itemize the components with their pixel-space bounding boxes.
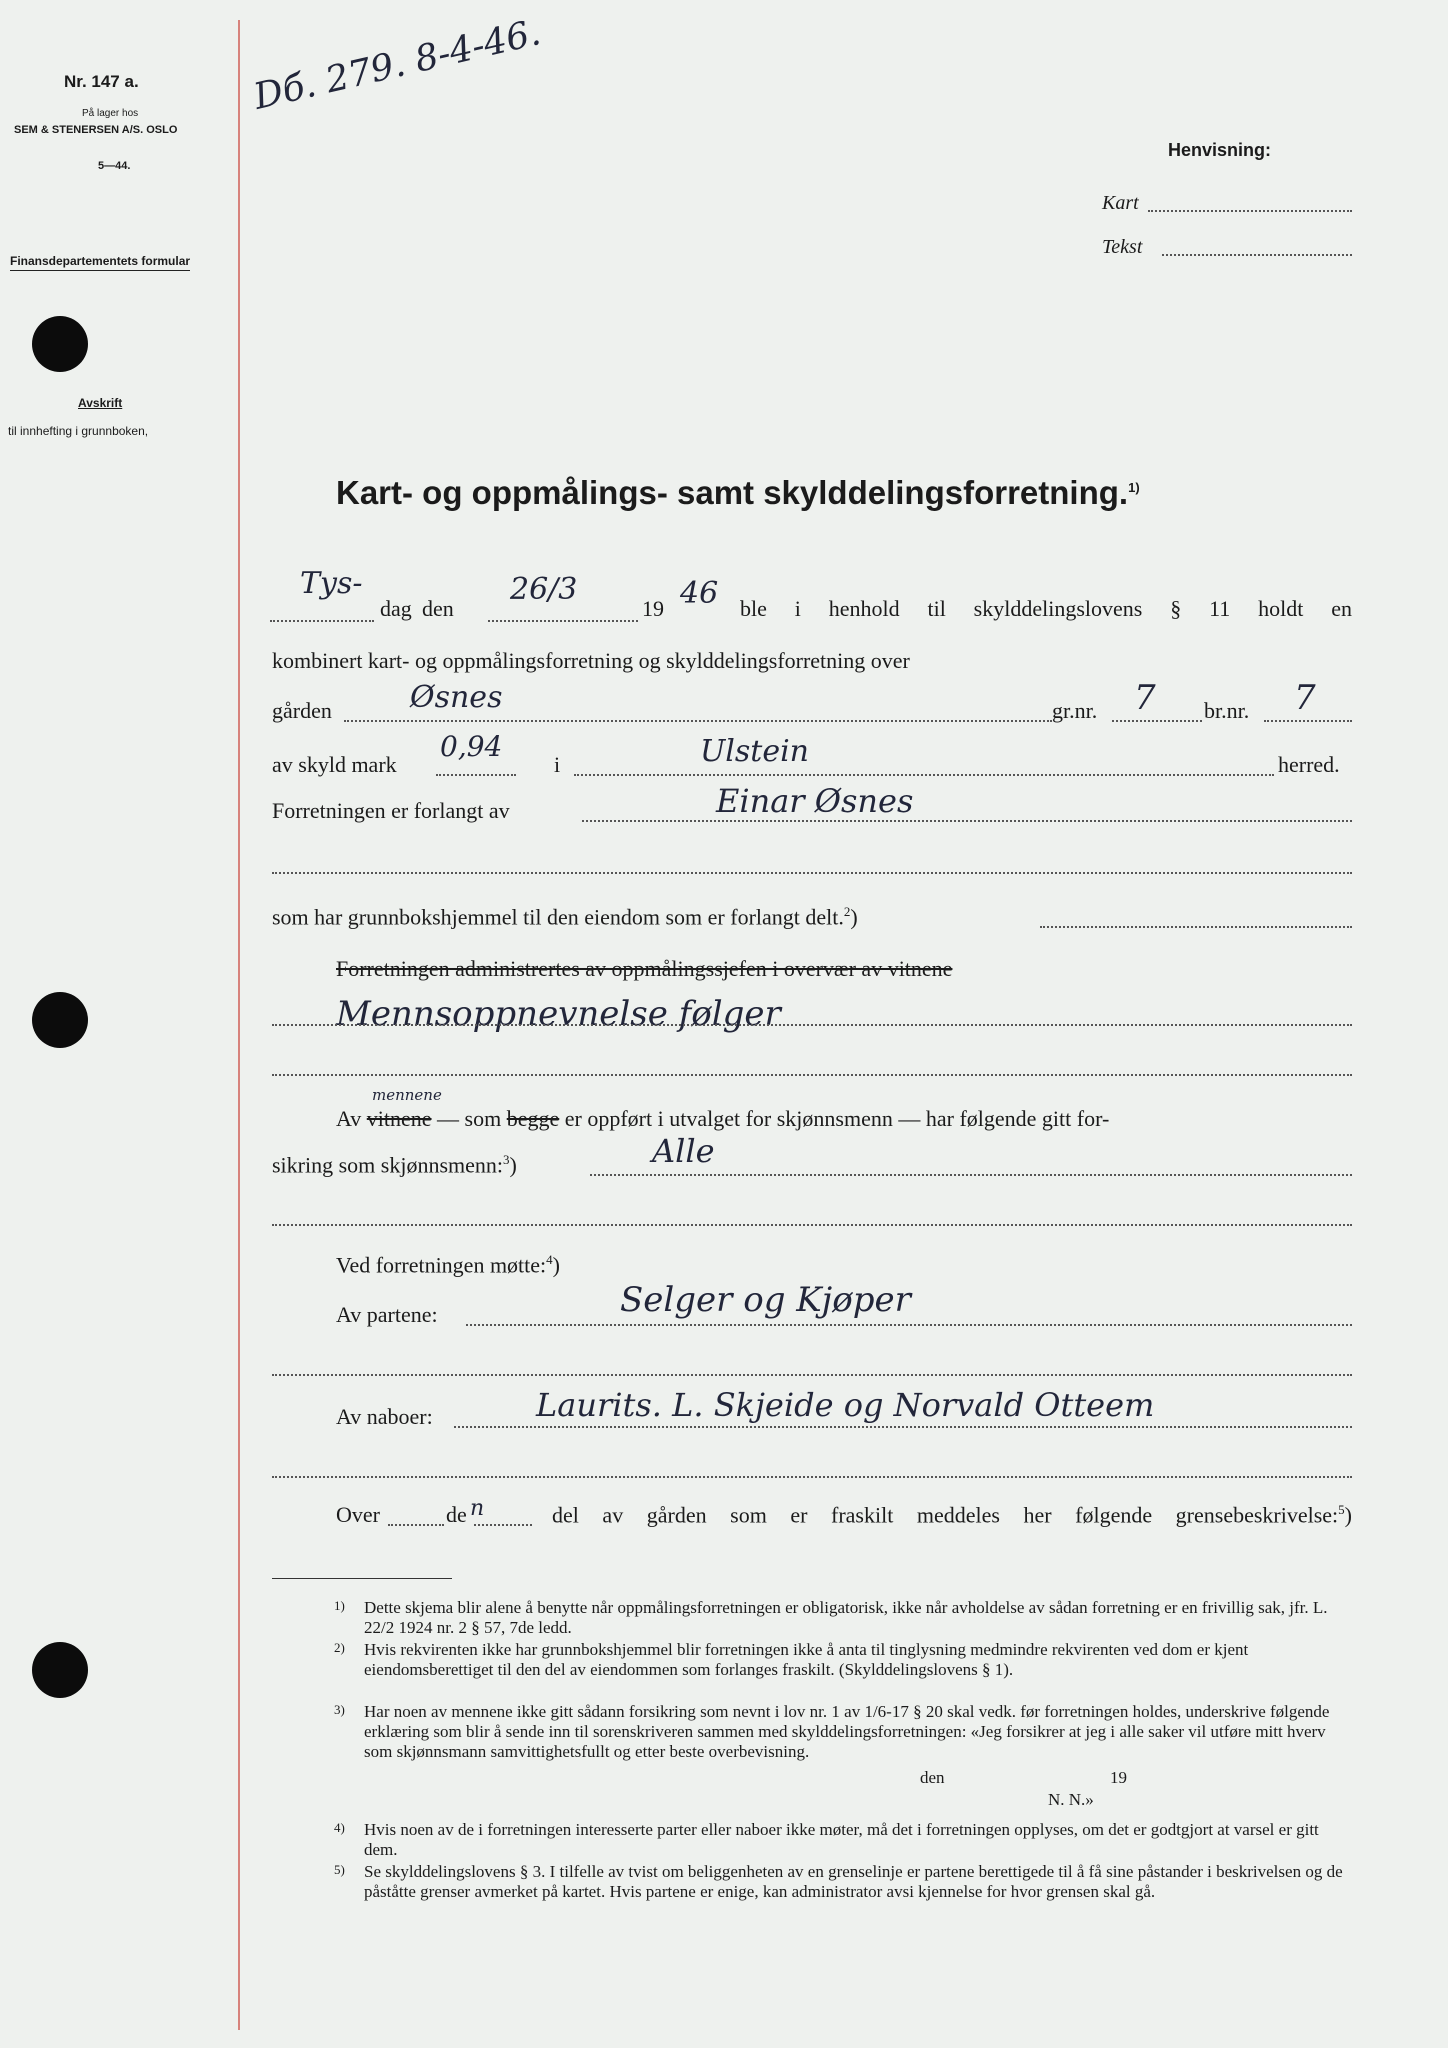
copy-note: til innhefting i grunnboken, <box>8 424 149 438</box>
dotted-line <box>590 1174 1352 1176</box>
footnote-3-signature: N. N.» <box>1048 1790 1094 1809</box>
footnote-5: Se skylddelingslovens § 3. I tilfelle av tvist om beliggenheten av en grenselinje er partene berettigede til å få sine påstander i beskrivelsen og de påståtte grenser avmerket på kartet. Hvis partene er enige, kan administrator avsi kjennelse for hvor grensen skal gå. <box>364 1862 1343 1901</box>
parties-handwritten: Selger og Kjøper <box>620 1280 911 1320</box>
punch-hole <box>32 1642 88 1698</box>
dotted-line <box>272 1224 1352 1226</box>
witness-line-1 <box>336 1106 1109 1132</box>
intro-line-1: ble i henhold til skylddelingslovens § 11 holdt en <box>740 596 1352 621</box>
document-title <box>336 474 1140 512</box>
neighbours-label: Av naboer: <box>336 1404 433 1429</box>
dotted-line <box>1040 926 1352 928</box>
boundary-text-body: del av gården som er fraskilt meddeles her følgende grensebeskrivelse: <box>552 1502 1339 1528</box>
attended-note: 4 <box>546 1252 553 1267</box>
witness-line-2 <box>272 1152 517 1178</box>
dotted-line <box>344 720 1052 722</box>
footnote-1: Dette skjema blir alene å benytte når oppmålingsforretningen er obligatorisk, ikke når avholdelse av sådan forretning er en frivillig sak, jfr. L. 22/2 1924 nr. 2 § 57, 7de ledd. <box>364 1598 1328 1637</box>
dotted-line <box>270 620 374 622</box>
publisher-note: På lager hos <box>82 108 139 119</box>
parties-label: Av partene: <box>336 1302 438 1327</box>
witness-line-2-text: sikring som skjønnsmenn: <box>272 1152 504 1178</box>
weekday-handwritten: Tys- <box>300 566 363 601</box>
publisher: SEM & STENERSEN A/S. OSLO <box>14 124 178 136</box>
reference-heading: Henvisning: <box>1168 140 1272 160</box>
holder-text: som har grunnbokshjemmel til den eiendom som er forlangt delt. <box>272 904 844 930</box>
witness-paren: ) <box>509 1152 517 1178</box>
footnote-4: Hvis noen av de i forretningen interesserte parter eller naboer ikke møter, må det i forretningen opplyses, om det er godtgjort at varsel er gitt dem. <box>364 1820 1319 1859</box>
year-handwritten: 46 <box>680 576 719 611</box>
title-text: Kart- og oppmålings- samt skylddelingsforretning. <box>336 474 1129 511</box>
dotted-line <box>1112 720 1202 722</box>
av-text: Av <box>336 1106 362 1131</box>
farm-name: Øsnes <box>410 680 503 715</box>
tax-value: 0,94 <box>440 730 503 763</box>
dotted-line <box>1264 720 1352 722</box>
footnote-marker: 3) <box>334 1702 345 1717</box>
title-holder-text <box>272 904 858 930</box>
day-label: dag <box>380 596 412 621</box>
assessors-handwritten: Alle <box>652 1132 715 1170</box>
boundary-note: 5 <box>1338 1502 1345 1517</box>
gnr-label: gr.nr. <box>1052 698 1098 723</box>
footnote-marker: 1) <box>334 1598 345 1613</box>
dotted-line <box>272 1476 1352 1478</box>
dotted-line <box>272 872 1352 874</box>
holder-note: 2 <box>843 904 851 919</box>
neighbours-handwritten: Laurits. L. Skjeide og Norvald Otteem <box>536 1386 1155 1424</box>
dotted-line <box>582 820 1352 822</box>
registration-note: Dб. 279. 8-4-46. <box>250 12 545 118</box>
footnote-marker: 5) <box>334 1862 345 1877</box>
holder-paren: ) <box>850 904 858 930</box>
dotted-line <box>1162 254 1352 256</box>
de-label: de <box>446 1502 467 1527</box>
dash-som-text: — som <box>437 1106 502 1131</box>
witness-note: 3 <box>503 1152 510 1167</box>
appointment-note: Mennsoppnevnelse følger <box>336 994 781 1034</box>
red-margin-line <box>238 20 240 2030</box>
requested-by-label: Forretningen er forlangt av <box>272 798 510 823</box>
municipality-name: Ulstein <box>700 734 809 769</box>
over-label: Over <box>336 1502 380 1527</box>
footnote-3-den: den <box>920 1768 945 1787</box>
footnote-marker: 4) <box>334 1820 345 1835</box>
attended-paren: ) <box>552 1252 560 1278</box>
punch-hole <box>32 992 88 1048</box>
footnote-marker: 2) <box>334 1640 345 1655</box>
bnr-label: br.nr. <box>1204 698 1250 723</box>
inserted-word: mennene <box>372 1086 442 1104</box>
dotted-line <box>474 1524 532 1526</box>
reference-text-label: Tekst <box>1102 236 1143 258</box>
dotted-line <box>466 1324 1352 1326</box>
footnote-2: Hvis rekvirenten ikke har grunnbokshjemmel blir forretningen ikke å anta til tinglysning medmindre rekvirenten ved dom er kjent eiendomsberettiget til den del av eiendommen som forlanges fraskilt. (Skylddelingslovens § 1). <box>364 1640 1249 1679</box>
form-number: Nr. 147 a. <box>64 72 139 91</box>
punch-hole <box>32 316 88 372</box>
footnote-3-year: 19 <box>1110 1768 1127 1787</box>
print-date: 5—44. <box>98 160 131 172</box>
boundary-paren: ) <box>1344 1502 1352 1528</box>
intro-line-2: kombinert kart- og oppmålingsforretning og skylddelingsforretning over <box>272 648 910 673</box>
year-prefix: 19 <box>642 596 664 621</box>
dotted-line <box>454 1426 1352 1428</box>
reference-map-label: Kart <box>1102 192 1139 214</box>
attended-text: Ved forretningen møtte: <box>336 1252 547 1278</box>
copy-label: Avskrift <box>78 396 123 410</box>
dotted-line <box>272 1374 1352 1376</box>
in-label: i <box>554 752 561 777</box>
footnote-3: Har noen av mennene ikke gitt sådann forsikring som nevnt i lov nr. 1 av 1/6-17 § 20 skal vedk. før forretningen holdes, underskrive følgende erklæring som blir å sende inn til sorenskriveren sammen med skylddelingsforretningen: «Jeg forsikrer at jeg i alle saker vil utføre mitt hverv som skjønnsmann samvittighetsfullt og etter beste overbevisning. <box>364 1702 1330 1761</box>
dotted-line <box>272 1074 1352 1076</box>
gnr-value: 7 <box>1134 678 1156 718</box>
dotted-line <box>1148 210 1352 212</box>
title-note: 1) <box>1128 480 1140 495</box>
date-handwritten: 26/3 <box>510 572 578 607</box>
requester-name: Einar Øsnes <box>716 782 914 820</box>
form-owner: Finansdepartementets formular <box>10 254 190 271</box>
tax-value-label: av skyld mark <box>272 752 397 777</box>
farm-label: gården <box>272 698 332 723</box>
den-label: den <box>422 596 454 621</box>
witnesses-struck: vitnene <box>366 1106 432 1131</box>
dotted-line <box>436 774 516 776</box>
municipality-label: herred. <box>1278 752 1340 777</box>
footnote-rule <box>272 1578 452 1579</box>
dotted-line <box>272 1024 1352 1026</box>
bnr-value: 7 <box>1294 678 1316 718</box>
attended-label <box>336 1252 560 1278</box>
boundary-text <box>552 1502 1352 1528</box>
struck-administration-text: Forretningen administrertes av oppmålingssjefen i overvær av vitnene <box>336 956 953 981</box>
dotted-line <box>388 1524 444 1526</box>
dotted-line <box>488 620 638 622</box>
witness-rest-text: er oppført i utvalget for skjønnsmenn — har følgende gitt for- <box>564 1106 1110 1131</box>
dotted-line <box>574 774 1274 776</box>
de-suffix: n <box>470 1496 485 1521</box>
both-struck: begge <box>506 1106 560 1131</box>
